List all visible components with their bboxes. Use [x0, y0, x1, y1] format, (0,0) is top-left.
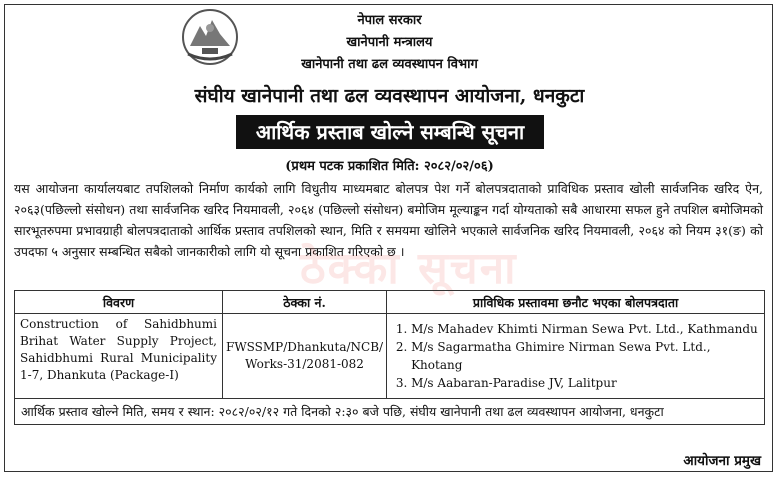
government-name: नेपाल सरकार	[357, 13, 422, 28]
list-item: 2. M/s Sagarmatha Ghimire Nirman Sewa Pvt. Ltd., Khotang	[411, 338, 760, 374]
watermark: ठेक्का सूचना	[300, 243, 518, 294]
publication-date: (प्रथम पटक प्रकाशित मिति: २०८२/०२/०६)	[285, 159, 494, 174]
office-name: संघीय खानेपानी तथा ढल व्यवस्थापन आयोजना, धनकुटा	[194, 85, 585, 107]
opening-date-time-place: आर्थिक प्रस्ताव खोल्ने मिति, समय र स्थान: २०८२/०२/१२ गते दिनको २:३० बजे पछि, संघीय खानेपानी तथा ढल व्यवस्थापन आयोजना, धनकुटा	[15, 399, 765, 425]
ministry-name: खानेपानी मन्त्रालय	[346, 35, 433, 50]
contract-number: FWSSMP/Dhankuta/NCB/ Works-31/2081-082	[223, 314, 387, 399]
department-name: खानेपानी तथा ढल व्यवस्थापन विभाग	[301, 57, 478, 72]
project-description: Construction of Sahidbhumi Brihat Water Supply Project, Sahidbhumi Rural Municipality 1-7, Dhankuta (Package-I)	[15, 314, 223, 399]
notice-body-text: यस आयोजना कार्यालयबाट तपशिलको निर्माण कार्यको लागि विधुतीय माध्यमबाट बोलपत्र पेश गर्ने बोलपत्रदाताको प्राविधिक प्रस्ताव खोली सार्वजनिक खरिद ऐन, २०६३(पछिल्लो संसोधन) तथा सार्वजनिक खरिद नियमावली, २०६४ (पछिल्लो संसोधन) बमोजिम मूल्याङ्कन गर्दा योग्यताको सबै आधारमा सफल हुने तपशिल बमोजिमको सारभूतरुपमा प्रभावग्राही बोलपत्रदाताको आर्थिक प्रस्ताव तपशिलको स्थान, मिति र समयमा खोलिने भएकाले सार्वजनिक खरिद नियमावली, २०६४ को नियम ३१(ङ) को उपदफा ५ अनुसार सम्बन्धित सबैको जानकारीको लागि यो सूचना प्रकाशित गरिएको छ ।	[14, 181, 763, 259]
header-contract-no: ठेक्का नं.	[223, 291, 387, 314]
table-row	[15, 314, 765, 399]
header-bidders: प्राविधिक प्रस्तावमा छनौट भएका बोलपत्रदाता	[387, 291, 765, 314]
bid-details-table	[14, 290, 765, 425]
list-item: 3. M/s Aabaran-Paradise JV, Lalitpur	[411, 374, 760, 392]
list-item: 1. M/s Mahadev Khimti Nirman Sewa Pvt. Ltd., Kathmandu	[411, 320, 760, 338]
header-description: विवरण	[15, 291, 223, 314]
table-footer-row	[15, 399, 765, 425]
bidders-cell	[387, 314, 765, 399]
table-header-row	[15, 291, 765, 314]
signature-title: आयोजना प्रमुख	[683, 453, 761, 469]
bidders-list	[391, 320, 760, 392]
notice-title-banner: आर्थिक प्रस्ताब खोल्ने सम्बन्धि सूचना	[236, 115, 544, 149]
